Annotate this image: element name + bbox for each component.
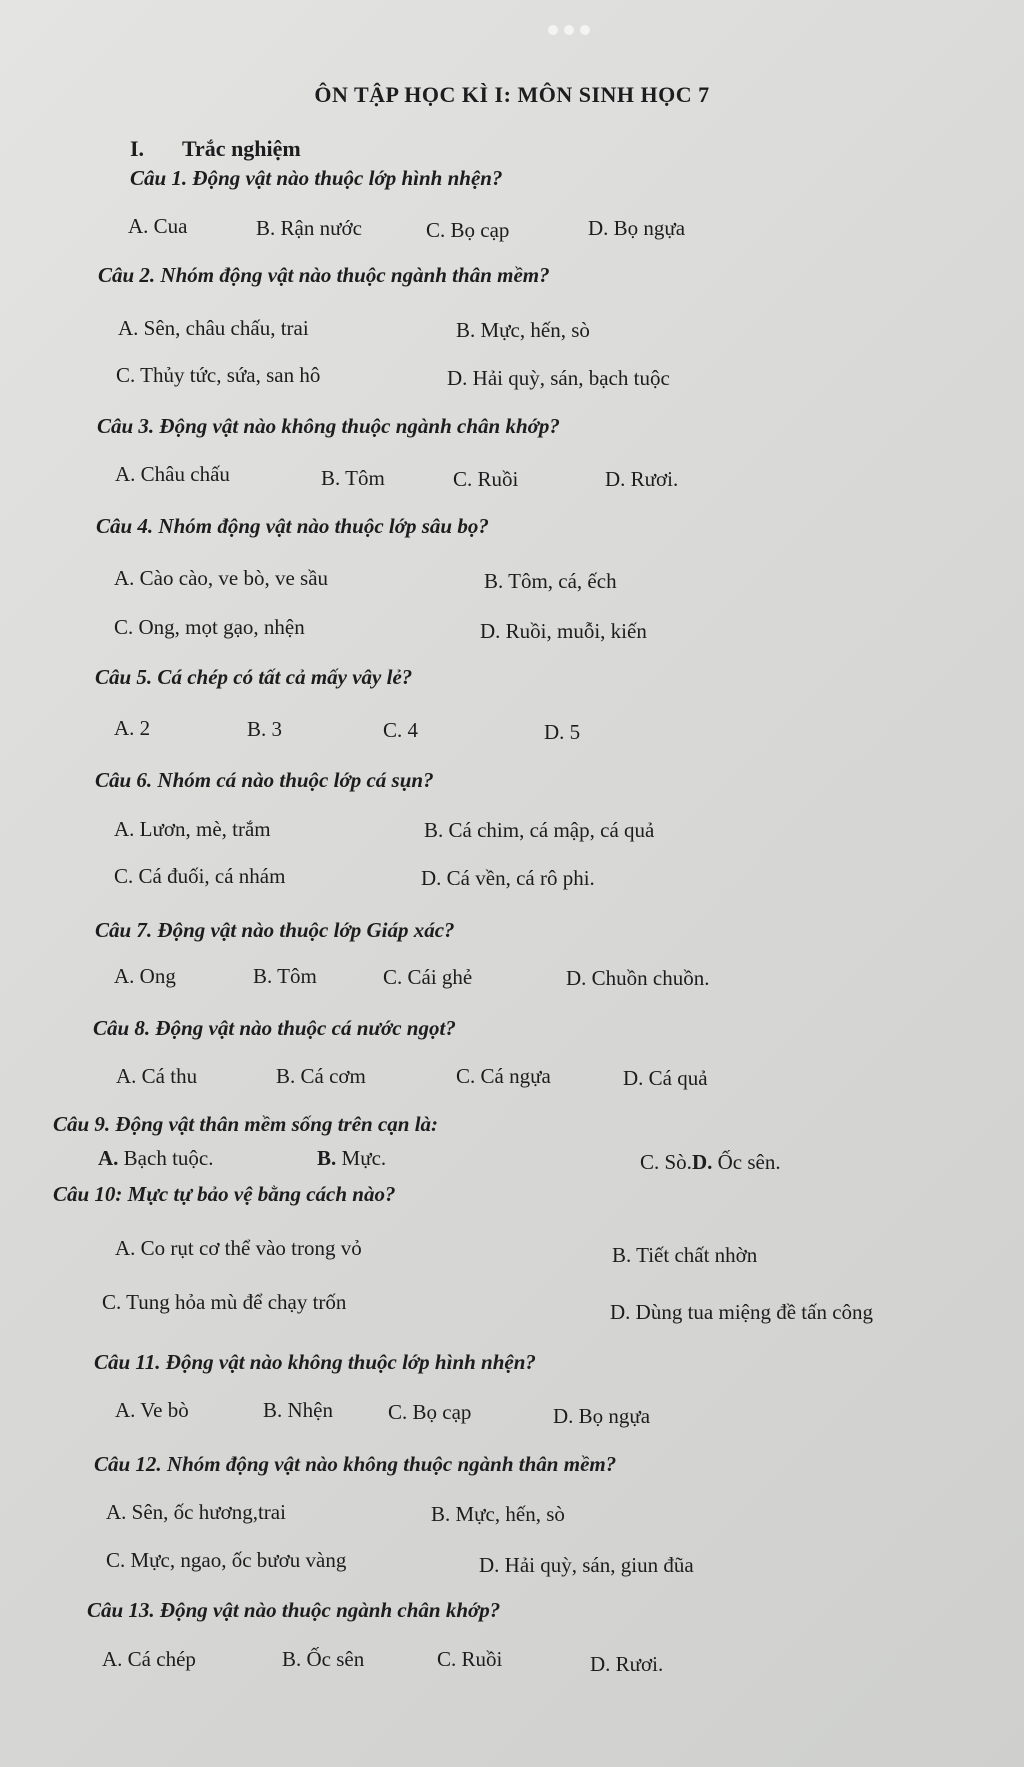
q12-option-d: D. Hải quỳ, sán, giun đũa <box>479 1553 694 1577</box>
question-7: Câu 7. Động vật nào thuộc lớp Giáp xác? <box>95 918 455 942</box>
q8-option-c: C. Cá ngựa <box>456 1064 551 1088</box>
q4-option-a: A. Cào cào, ve bò, ve sầu <box>114 566 329 590</box>
q9-option-a <box>98 1146 213 1171</box>
q2-option-c: C. Thủy tức, sứa, san hô <box>116 363 321 387</box>
question-1: Câu 1. Động vật nào thuộc lớp hình nhện? <box>130 166 503 190</box>
q10-option-a: A. Co rụt cơ thể vào trong vỏ <box>115 1236 362 1260</box>
section-number: I. <box>130 136 145 161</box>
q3-option-a: A. Châu chấu <box>115 462 230 486</box>
q6-option-b: B. Cá chim, cá mập, cá quả <box>424 818 655 842</box>
q7-option-b: B. Tôm <box>253 964 317 988</box>
q13-option-c: C. Ruồi <box>437 1647 503 1671</box>
q13-option-b: B. Ốc sên <box>282 1647 365 1671</box>
q10-option-c: C. Tung hỏa mù để chạy trốn <box>102 1290 347 1314</box>
page-title: ÔN TẬP HỌC KÌ I: MÔN SINH HỌC 7 <box>314 82 710 107</box>
question-2: Câu 2. Nhóm động vật nào thuộc ngành thân mềm? <box>98 263 550 287</box>
q3-option-b: B. Tôm <box>321 466 385 490</box>
question-3: Câu 3. Động vật nào không thuộc ngành chân khớp? <box>97 414 560 438</box>
q5-option-a: A. 2 <box>114 716 151 740</box>
q6-option-d: D. Cá vền, cá rô phi. <box>421 866 595 890</box>
q9-letter-d: D. <box>691 1150 713 1174</box>
q4-option-c: C. Ong, mọt gạo, nhện <box>114 615 305 639</box>
question-11: Câu 11. Động vật nào không thuộc lớp hình nhện? <box>94 1350 536 1374</box>
q2-option-b: B. Mực, hến, sò <box>456 318 590 342</box>
q11-option-c: C. Bọ cạp <box>388 1400 472 1424</box>
q6-option-c: C. Cá đuối, cá nhám <box>114 864 286 888</box>
q7-option-c: C. Cái ghẻ <box>383 965 473 989</box>
q12-option-c: C. Mực, ngao, ốc bươu vàng <box>106 1548 347 1572</box>
q11-option-b: B. Nhện <box>263 1398 333 1422</box>
q10-option-d: D. Dùng tua miệng đề tấn công <box>610 1300 874 1324</box>
q13-option-d: D. Rươi. <box>590 1652 664 1676</box>
q1-option-c: C. Bọ cạp <box>426 218 510 242</box>
q9-text-b: Mực. <box>341 1146 387 1170</box>
q11-option-a: A. Ve bò <box>115 1398 189 1422</box>
q3-option-d: D. Rươi. <box>605 467 679 491</box>
question-8: Câu 8. Động vật nào thuộc cá nước ngọt? <box>93 1016 456 1040</box>
q8-option-b: B. Cá cơm <box>276 1064 366 1088</box>
question-4: Câu 4. Nhóm động vật nào thuộc lớp sâu bọ? <box>96 514 489 538</box>
q7-option-a: A. Ong <box>114 964 176 988</box>
q4-option-d: D. Ruồi, muỗi, kiến <box>480 619 647 643</box>
q1-option-b: B. Rận nước <box>256 216 362 240</box>
q3-option-c: C. Ruồi <box>453 467 519 491</box>
q9-text-c: C. Sò. <box>640 1150 692 1174</box>
question-5: Câu 5. Cá chép có tất cả mấy vây lẻ? <box>95 665 413 689</box>
section-label: Trắc nghiệm <box>182 136 301 161</box>
q9-text-a: Bạch tuộc. <box>123 1146 214 1170</box>
q9-option-c-d <box>640 1150 781 1175</box>
q12-option-b: B. Mực, hến, sò <box>431 1502 565 1526</box>
q8-option-d: D. Cá quả <box>623 1066 708 1090</box>
q7-option-d: D. Chuồn chuồn. <box>566 966 710 990</box>
q1-option-a: A. Cua <box>128 214 188 238</box>
question-12: Câu 12. Nhóm động vật nào không thuộc ngành thân mềm? <box>94 1452 617 1476</box>
question-10: Câu 10: Mực tự bảo vệ bằng cách nào? <box>53 1182 396 1206</box>
question-13: Câu 13. Động vật nào thuộc ngành chân khớp? <box>87 1598 501 1622</box>
question-6: Câu 6. Nhóm cá nào thuộc lớp cá sụn? <box>95 768 434 792</box>
camera-dots <box>548 22 596 40</box>
q12-option-a: A. Sên, ốc hương,trai <box>106 1500 286 1524</box>
q5-option-b: B. 3 <box>247 717 283 741</box>
question-9: Câu 9. Động vật thân mềm sống trên cạn là: <box>53 1112 439 1136</box>
q4-option-b: B. Tôm, cá, ếch <box>484 569 617 593</box>
q9-option-b <box>317 1146 386 1171</box>
q8-option-a: A. Cá thu <box>116 1064 198 1088</box>
q2-option-d: D. Hải quỳ, sán, bạch tuộc <box>447 366 670 390</box>
q10-option-b: B. Tiết chất nhờn <box>612 1243 758 1267</box>
q5-option-c: C. 4 <box>383 718 419 742</box>
q1-option-d: D. Bọ ngựa <box>588 216 686 240</box>
q11-option-d: D. Bọ ngựa <box>553 1404 651 1428</box>
q9-letter-a: A. <box>98 1146 119 1170</box>
section-heading <box>130 136 301 162</box>
q2-option-a: A. Sên, châu chấu, trai <box>118 316 309 340</box>
q9-text-d: Ốc sên. <box>717 1150 781 1174</box>
q5-option-d: D. 5 <box>544 720 581 744</box>
q9-letter-b: B. <box>317 1146 337 1170</box>
q13-option-a: A. Cá chép <box>102 1647 196 1671</box>
q6-option-a: A. Lươn, mè, trắm <box>114 817 271 841</box>
